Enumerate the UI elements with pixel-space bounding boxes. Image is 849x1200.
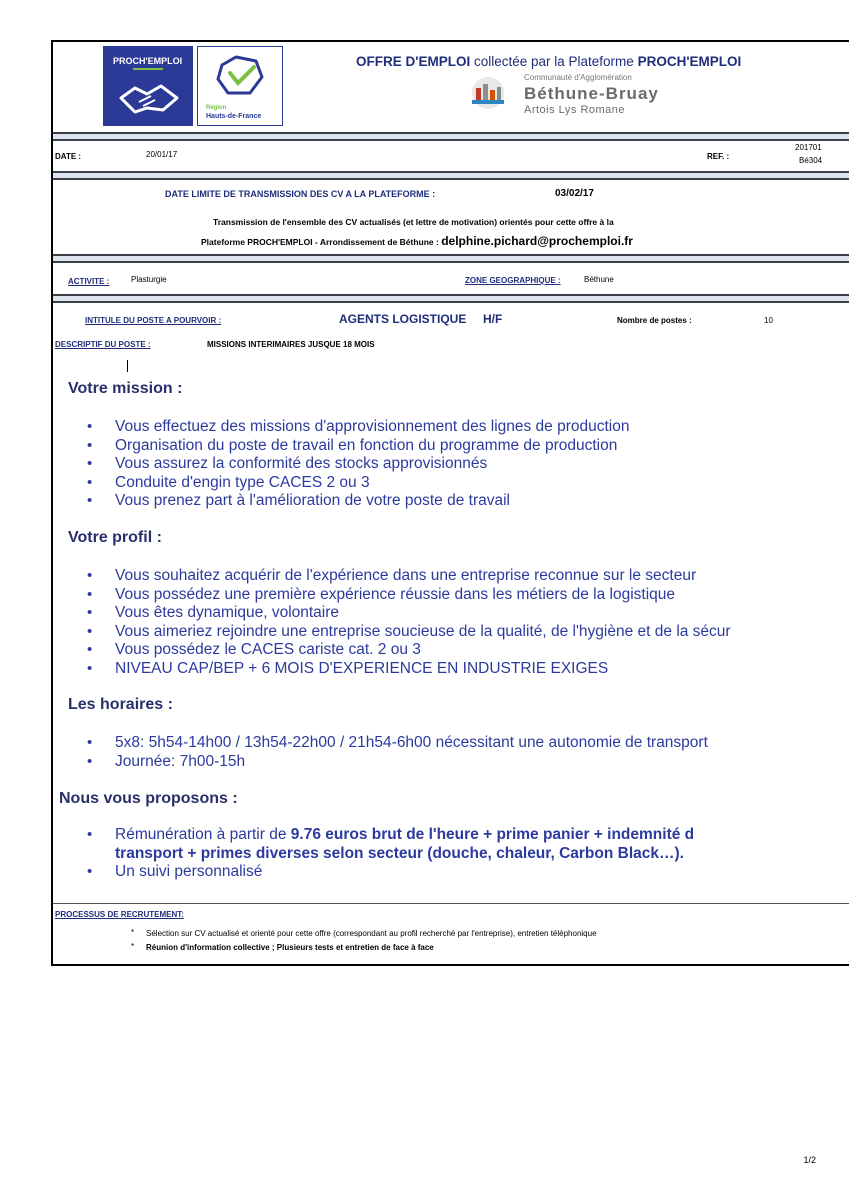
list-item: • NIVEAU CAP/BEP + 6 MOIS D'EXPERIENCE EN INDUSTRIE EXIGES — [87, 659, 609, 677]
list-item: • Un suivi personnalisé — [87, 863, 263, 880]
list-item: • Vous assurez la conformité des stocks approvisionnés — [87, 455, 488, 472]
recrutement-item-2: Réunion d'information collective ; Plusieurs tests et entretien de face à face — [146, 943, 434, 952]
agglo-line1: Communauté d'Agglomération — [524, 73, 632, 82]
separator-band — [53, 254, 849, 263]
ref-value-line1: 201701 — [795, 143, 822, 152]
list-item: • Vous souhaitez acquérir de l'expérience dans une entreprise reconnue sur le secteur — [87, 567, 697, 584]
list-item: • Journée: 7h00-15h — [87, 752, 246, 770]
nb-postes-label: Nombre de postes : — [617, 316, 692, 325]
list-item: • Vous prenez part à l'amélioration de votre poste de travail — [87, 492, 510, 509]
text-cursor — [127, 360, 128, 372]
horaires-title: Les horaires : — [68, 696, 173, 713]
agglo-logo-icon — [468, 76, 508, 110]
page-title: OFFRE D'EMPLOI collectée par la Plateforme PROCH'EMPLOI — [356, 54, 742, 69]
transmission-line2: Plateforme PROCH'EMPLOI - Arrondissement de Béthune : delphine.pichard@prochemploi.fr — [201, 234, 633, 248]
intitule-label: INTITULE DU POSTE A POURVOIR : — [85, 316, 222, 325]
list-item: • 5x8: 5h54-14h00 / 13h54-22h00 / 21h54-6h00 nécessitant une autonomie de transport — [87, 734, 708, 751]
profil-list — [53, 567, 731, 678]
separator-band — [53, 132, 849, 141]
list-item: • Conduite d'engin type CACES 2 ou 3 — [87, 473, 370, 491]
prochemploi-logo-text: PROCH'EMPLOI — [113, 56, 183, 66]
descriptif-value: MISSIONS INTERIMAIRES JUSQUE 18 MOIS — [207, 340, 375, 349]
handshake-icon — [117, 78, 181, 118]
list-item: • Organisation du poste de travail en fonction du programme de production — [87, 436, 618, 454]
list-item: • Vous possédez une première expérience réussie dans les métiers de la logistique — [87, 585, 676, 603]
list-item: • Rémunération à partir de 9.76 euros brut de l'heure + prime panier + indemnité d — [87, 826, 695, 843]
horaires-list — [53, 734, 708, 771]
ref-value-line2: Bé304 — [799, 156, 823, 165]
page-number: 1/2 — [803, 1155, 816, 1165]
proposons-title: Nous vous proposons : — [59, 790, 238, 807]
activity-label: ACTIVITE : — [68, 277, 110, 286]
deadline-value: 03/02/17 — [555, 188, 594, 199]
mission-list — [53, 418, 630, 511]
list-item: • Vous aimeriez rejoindre une entreprise soucieuse de la qualité, de l'hygiène et de la sécur — [87, 622, 731, 640]
descriptif-label: DESCRIPTIF DU POSTE : — [55, 340, 151, 349]
separator-band — [53, 171, 849, 180]
recrutement-bullet: * — [131, 928, 135, 937]
list-item: transport + primes diverses selon secteur (douche, chaleur, Carbon Black…). — [115, 844, 684, 862]
list-item: • Vous possédez le CACES cariste cat. 2 ou 3 — [87, 641, 421, 658]
ref-label: REF. : — [707, 152, 730, 161]
agglo-line3: Artois Lys Romane — [524, 104, 626, 116]
prochemploi-logo — [103, 46, 193, 126]
list-item: • Vous êtes dynamique, volontaire — [87, 604, 340, 621]
date-value: 20/01/17 — [146, 150, 178, 159]
activity-value: Plasturgie — [131, 275, 167, 284]
mission-title: Votre mission : — [68, 380, 183, 397]
zone-value: Béthune — [584, 275, 614, 284]
job-offer-sheet — [51, 40, 849, 966]
recrutement-item-1: Sélection sur CV actualisé et orienté pour cette offre (correspondant au profil recherché par l'entreprise), entretien téléphonique — [146, 929, 597, 938]
zone-label: ZONE GEOGRAPHIQUE : — [465, 276, 561, 285]
region-logo: Région Hauts-de-France — [197, 46, 283, 126]
date-label: DATE : — [55, 152, 82, 161]
profil-title: Votre profil : — [68, 529, 162, 546]
contact-email[interactable]: delphine.pichard@prochemploi.fr — [441, 234, 633, 248]
recrutement-bullet: * — [131, 942, 135, 951]
recrutement-label: PROCESSUS DE RECRUTEMENT: — [55, 910, 184, 919]
job-title: AGENTS LOGISTIQUE H/F — [339, 312, 503, 326]
divider — [53, 903, 849, 904]
list-item: • Vous effectuez des missions d'approvisionnement des lignes de production — [87, 418, 630, 435]
deadline-label: DATE LIMITE DE TRANSMISSION DES CV A LA PLATEFORME : — [165, 189, 436, 199]
agglo-name: Béthune-Bruay — [524, 84, 659, 103]
separator-band — [53, 294, 849, 303]
proposons-list — [53, 826, 694, 882]
region-map-icon — [212, 53, 268, 99]
nb-postes-value: 10 — [764, 316, 773, 325]
transmission-line1: Transmission de l'ensemble des CV actualisés (et lettre de motivation) orientés pour cette offre à la — [213, 217, 614, 227]
